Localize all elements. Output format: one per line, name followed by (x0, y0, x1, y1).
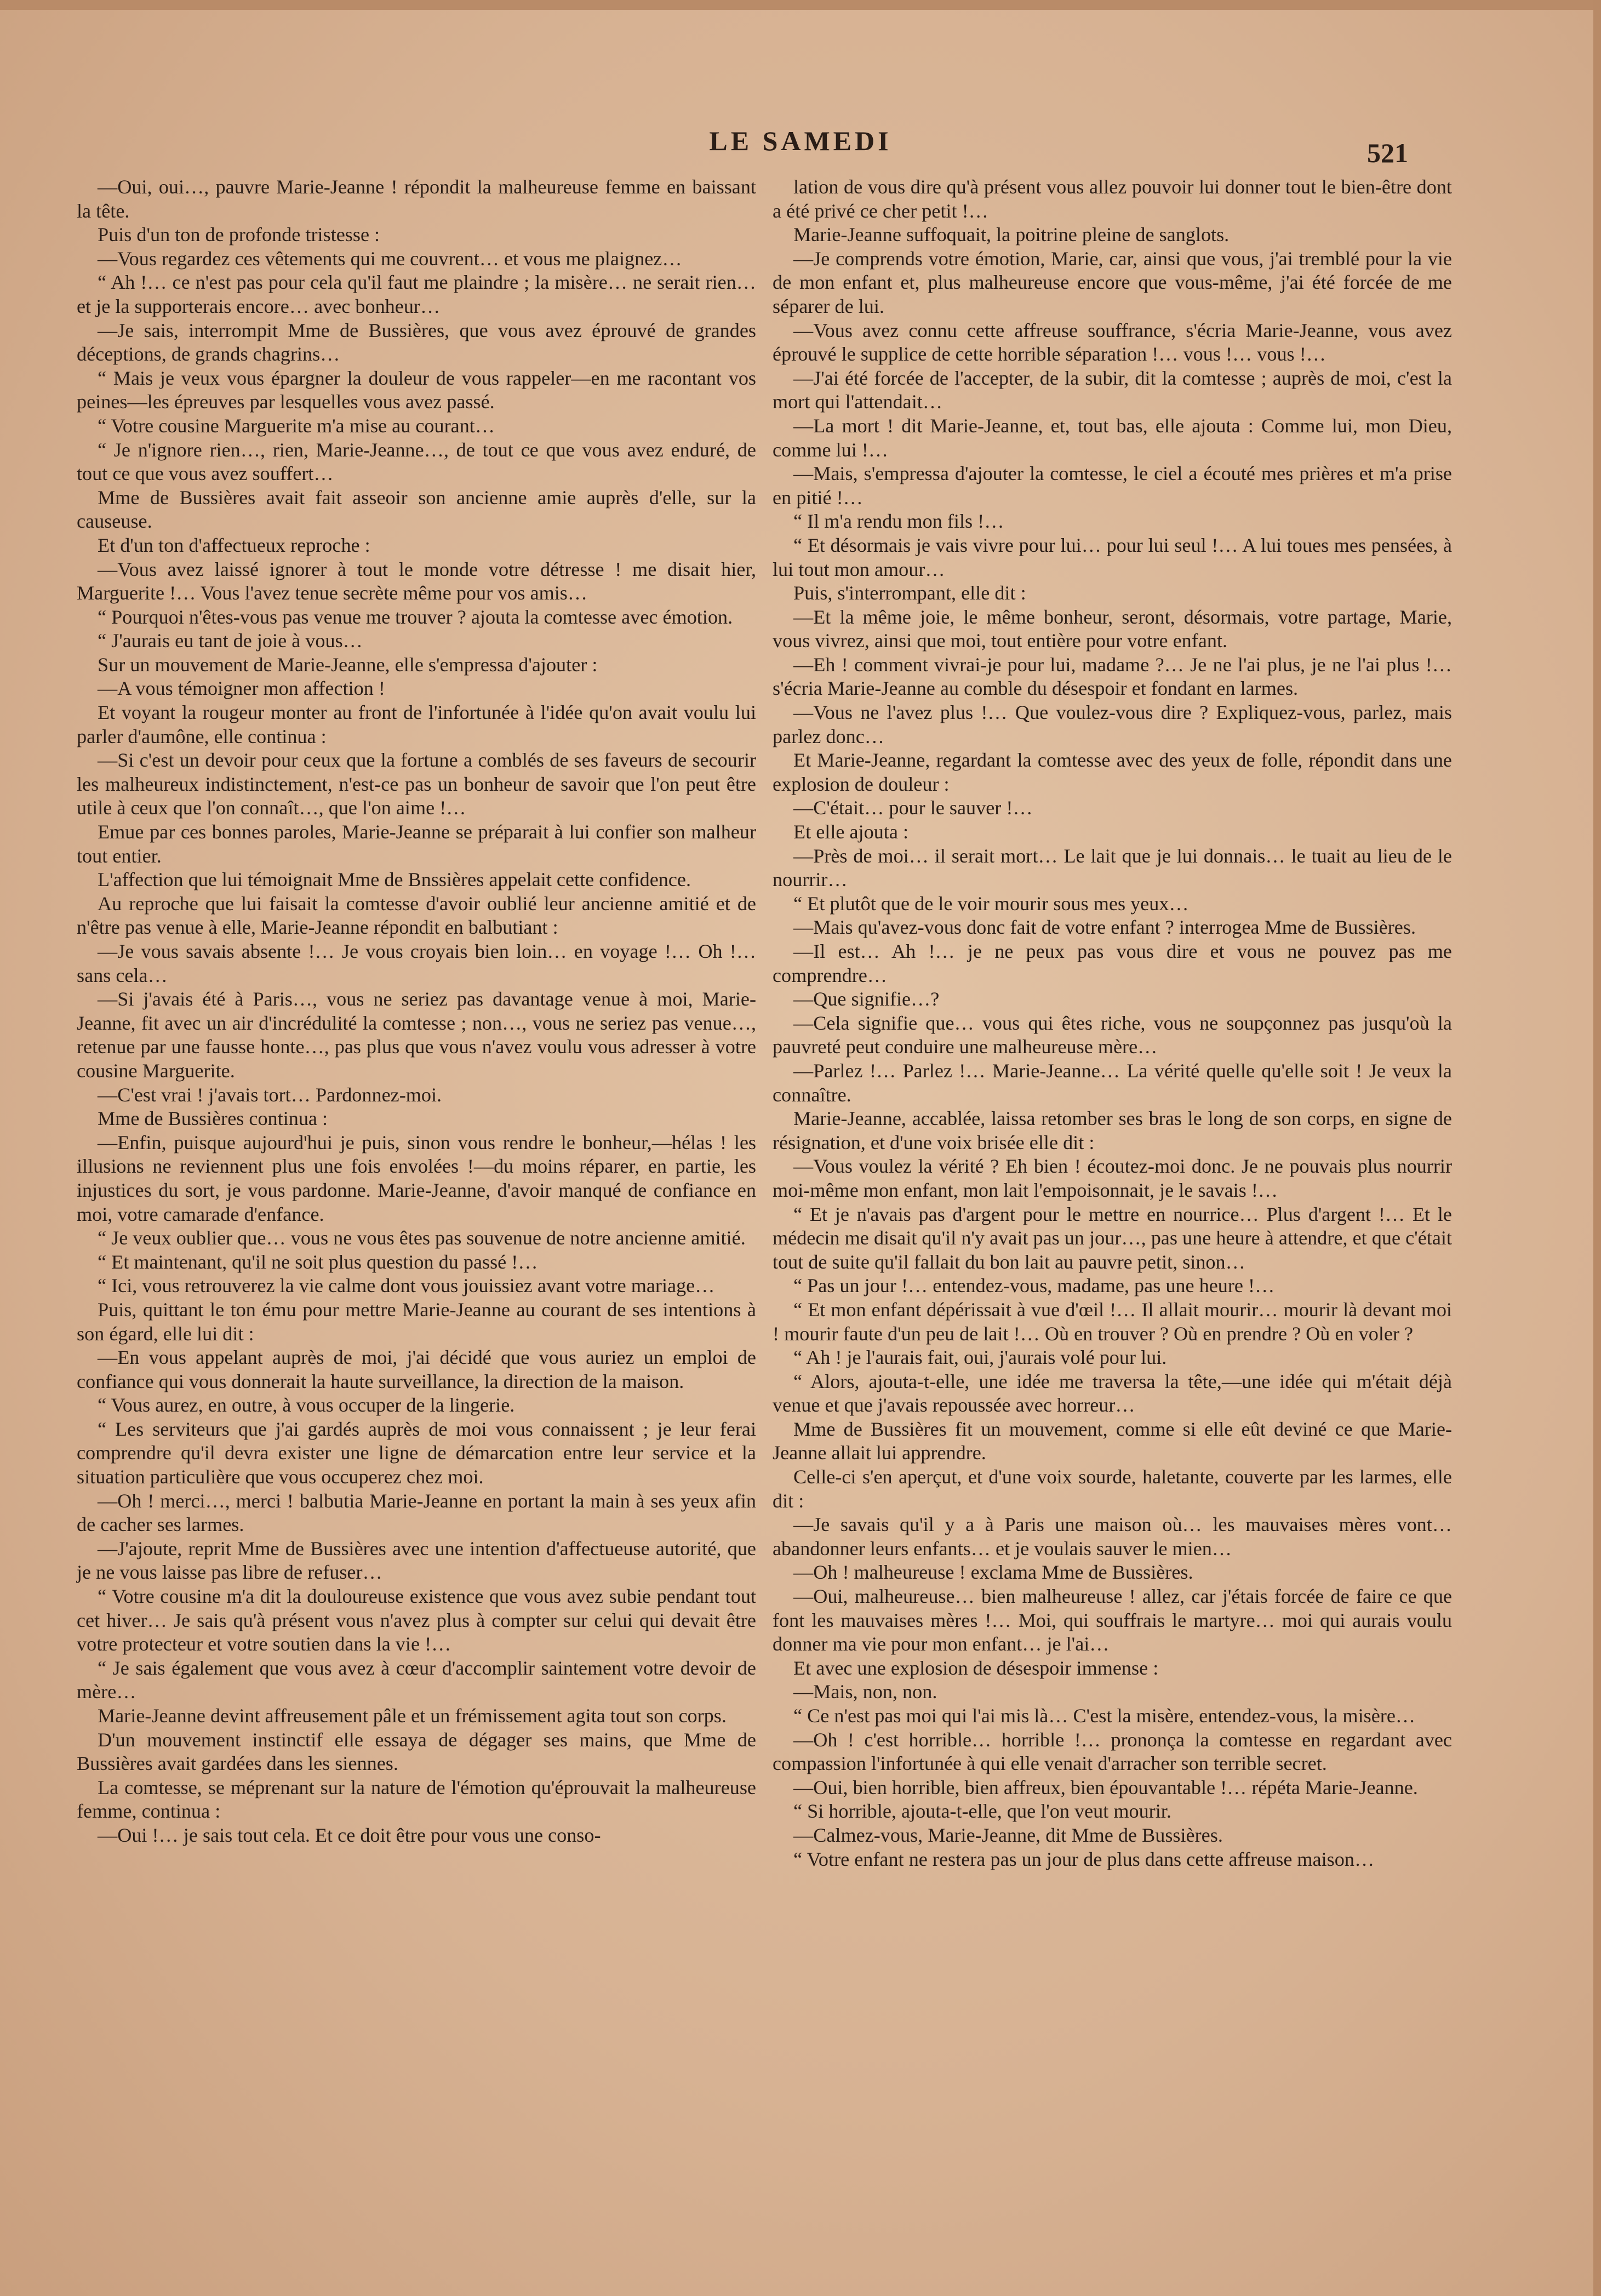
paragraph: —Mais, s'empressa d'ajouter la comtesse, le ciel a écouté mes prières et m'a prise en pitié !… (773, 462, 1452, 509)
paragraph: —J'ai été forcée de l'accepter, de la subir, dit la comtesse ; auprès de moi, c'est la mort qui l'attendait… (773, 367, 1452, 413)
paragraph: —Si c'est un devoir pour ceux que la fortune a comblés de ses faveurs de secourir les malheureux indistinctement, n'est-ce pas un bonheur de savoir que l'on peut être utile à ceux que l'on connaît…, que l'on aime !… (77, 749, 756, 819)
paragraph: Mme de Bussières continua : (98, 1107, 328, 1130)
paragraph: —Vous avez laissé ignorer à tout le monde votre détresse ! me disait hier, Marguerite !… Vous l'avez tenue secrète même pour vos amis… (77, 558, 756, 604)
paragraph: “ Et maintenant, qu'il ne soit plus question du passé !… (98, 1250, 538, 1273)
paragraph: —Cela signifie que… vous qui êtes riche, vous ne soupçonnez pas jusqu'où la pauvreté peut conduire une malheureuse mère… (773, 1012, 1452, 1058)
paragraph: —Oh ! c'est horrible… horrible !… prononça la comtesse en regardant avec compassion l'infortunée à qui elle venait d'arracher son terrible secret. (773, 1728, 1452, 1775)
paragraph: —Enfin, puisque aujourd'hui je puis, sinon vous rendre le bonheur,—hélas ! les illusions ne reviennent plus une fois envolées !—du moins réparer, en partie, les injustices du sort, je vous pardonne. Marie-Jeanne, d'avoir manqué de confiance en moi, votre camarade d'enfance. (77, 1131, 756, 1225)
paragraph: —Vous voulez la vérité ? Eh bien ! écoutez-moi donc. Je ne pouvais plus nourrir moi-même mon enfant, mon lait l'empoisonnait, je le savais !… (773, 1155, 1452, 1201)
paragraph: —Oui !… je sais tout cela. Et ce doit être pour vous une conso- (98, 1824, 601, 1846)
paragraph: “ Et mon enfant dépérissait à vue d'œil !… Il allait mourir… mourir là devant moi ! mourir faute d'un peu de lait !… Où en trouver ? Où en prendre ? Où en voler ? (773, 1298, 1452, 1345)
paragraph: —Je vous savais absente !… Je vous croyais bien loin… en voyage !… Oh !… sans cela… (77, 940, 756, 986)
paragraph: —Vous avez connu cette affreuse souffrance, s'écria Marie-Jeanne, vous avez éprouvé le supplice de cette horrible séparation !… vous !… vous !… (773, 319, 1452, 365)
paragraph: —Je sais, interrompit Mme de Bussières, que vous avez éprouvé de grandes déceptions, de grands chagrins… (77, 319, 756, 365)
paragraph: “ Je n'ignore rien…, rien, Marie-Jeanne…, de tout ce que vous avez enduré, de tout ce que vous avez souffert… (77, 438, 756, 485)
paragraph: “ Pas un jour !… entendez-vous, madame, pas une heure !… (793, 1275, 1275, 1297)
paragraph: Mme de Bussières fit un mouvement, comme si elle eût deviné ce que Marie-Jeanne allait lui apprendre. (773, 1418, 1452, 1464)
paragraph: “ Votre cousine m'a dit la douloureuse existence que vous avez subie pendant tout cet hiver… Je sais qu'à présent vous n'avez plus à compter sur celui qui devait être votre protecteur et votre soutien dans la vie !… (77, 1585, 756, 1655)
paragraph: La comtesse, se méprenant sur la nature de l'émotion qu'éprouvait la malheureuse femme, continua : (77, 1776, 756, 1823)
paragraph: Puis d'un ton de profonde tristesse : (98, 224, 380, 246)
paragraph: —La mort ! dit Marie-Jeanne, et, tout bas, elle ajouta : Comme lui, mon Dieu, comme lui !… (773, 414, 1452, 461)
paragraph: —Je comprends votre émotion, Marie, car, ainsi que vous, j'ai tremblé pour la vie de mon enfant et, plus malheureuse encore que vous-même, j'ai été forcée de me séparer de lui. (773, 247, 1452, 317)
paragraph: —Calmez-vous, Marie-Jeanne, dit Mme de Bussières. (793, 1824, 1223, 1846)
paragraph: “ Votre enfant ne restera pas un jour de plus dans cette affreuse maison… (793, 1848, 1375, 1870)
paragraph: Et d'un ton d'affectueux reproche : (98, 534, 370, 556)
paragraph: “ Il m'a rendu mon fils !… (793, 510, 1004, 533)
paragraph: —Près de moi… il serait mort… Le lait que je lui donnais… le tuait au lieu de le nourrir… (773, 844, 1452, 891)
paragraph: “ Si horrible, ajouta-t-elle, que l'on veut mourir. (793, 1800, 1171, 1823)
paragraph: “ Ah !… ce n'est pas pour cela qu'il faut me plaindre ; la misère… ne serait rien… et je la supporterais encore… avec bonheur… (77, 271, 756, 317)
paragraph: —Oh ! malheureuse ! exclama Mme de Bussières. (793, 1561, 1193, 1584)
paragraph: “ J'aurais eu tant de joie à vous… (98, 630, 363, 652)
paragraph: Sur un mouvement de Marie-Jeanne, elle s'empressa d'ajouter : (98, 653, 598, 676)
paragraph: lation de vous dire qu'à présent vous allez pouvoir lui donner tout le bien-être dont a été privé ce cher petit !… (773, 176, 1452, 222)
paragraph: “ Ce n'est pas moi qui l'ai mis là… C'est la misère, entendez-vous, la misère… (793, 1705, 1416, 1727)
page-header-title: LE SAMEDI (709, 125, 892, 156)
page-edge-top (0, 0, 1601, 10)
page-edge-right (1593, 0, 1601, 2296)
paragraph: Et voyant la rougeur monter au front de l'infortunée à l'idée qu'on avait voulu lui parler d'aumône, elle continua : (77, 701, 756, 747)
paragraph: —Mais qu'avez-vous donc fait de votre enfant ? interrogea Mme de Bussières. (793, 916, 1416, 939)
paragraph: —Je savais qu'il y a à Paris une maison où… les mauvaises mères vont… abandonner leurs enfants… et je voulais sauver le mien… (773, 1513, 1452, 1560)
paragraph: —Oh ! merci…, merci ! balbutia Marie-Jeanne en portant la main à ses yeux afin de cacher ses larmes. (77, 1489, 756, 1536)
paragraph: “ Je veux oublier que… vous ne vous êtes pas souvenue de notre ancienne amitié. (98, 1227, 746, 1249)
paragraph: —Mais, non, non. (793, 1681, 937, 1703)
paragraph: Mme de Bussières avait fait asseoir son ancienne amie auprès d'elle, sur la causeuse. (77, 486, 756, 533)
paragraph: —A vous témoigner mon affection ! (98, 677, 385, 700)
paragraph: “ Et je n'avais pas d'argent pour le mettre en nourrice… Plus d'argent !… Et le médecin me disait qu'il n'y avait pas un jour…, pas une heure à attendre, et que c'était tout de suite qu'il fallait du bon lait au pauvre petit, sinon… (773, 1203, 1452, 1273)
paragraph: “ Et plutôt que de le voir mourir sous mes yeux… (793, 892, 1189, 915)
paragraph: —Vous regardez ces vêtements qui me couvrent… et vous me plaignez… (98, 247, 682, 270)
paragraph: Emue par ces bonnes paroles, Marie-Jeanne se préparait à lui confier son malheur tout entier. (77, 821, 756, 867)
text-column-left (77, 175, 756, 1848)
paragraph: —C'est vrai ! j'avais tort… Pardonnez-moi. (98, 1083, 442, 1106)
paragraph: —Si j'avais été à Paris…, vous ne seriez pas davantage venue à moi, Marie-Jeanne, fit avec un air d'incrédulité la comtesse ; non…, vous ne seriez pas venue…, retenue par une fausse honte…, pas plus que vous n'avez voulu vous adresser à votre cousine Marguerite. (77, 988, 756, 1082)
paragraph: “ Les serviteurs que j'ai gardés auprès de moi vous connaissent ; je leur ferai comprendre qu'il devra exister une ligne de démarcation entre leur service et la situation particulière que vous occuperez chez moi. (77, 1418, 756, 1488)
paragraph: —En vous appelant auprès de moi, j'ai décidé que vous auriez un emploi de confiance qui vous donnerait la haute surveillance, la direction de la maison. (77, 1346, 756, 1392)
page-number: 521 (1367, 138, 1408, 168)
paragraph: Marie-Jeanne devint affreusement pâle et un frémissement agita tout son corps. (98, 1705, 727, 1727)
paragraph: “ Ah ! je l'aurais fait, oui, j'aurais volé pour lui. (793, 1346, 1167, 1369)
paragraph: Au reproche que lui faisait la comtesse d'avoir oublié leur ancienne amitié et de n'être pas venue à elle, Marie-Jeanne répondit en balbutiant : (77, 892, 756, 939)
paragraph: —Il est… Ah !… je ne peux pas vous dire et vous ne pouvez pas me comprendre… (773, 940, 1452, 986)
paragraph: Et elle ajouta : (793, 821, 909, 843)
paragraph: —Oui, malheureuse… bien malheureuse ! allez, car j'étais forcée de faire ce que font les mauvaises mères !… Moi, qui souffrais le martyre… moi qui aurais voulu donner ma vie pour mon enfant… je l'ai… (773, 1585, 1452, 1655)
paragraph: —Oui, bien horrible, bien affreux, bien épouvantable !… répéta Marie-Jeanne. (793, 1776, 1418, 1798)
paragraph: L'affection que lui témoignait Mme de Bnssières appelait cette confidence. (98, 869, 691, 891)
paragraph: Et avec une explosion de désespoir immense : (793, 1657, 1159, 1679)
paragraph: “ Vous aurez, en outre, à vous occuper de la lingerie. (98, 1394, 515, 1417)
paragraph: Marie-Jeanne suffoquait, la poitrine pleine de sanglots. (793, 224, 1230, 246)
paragraph: “ Et désormais je vais vivre pour lui… pour lui seul !… A lui toues mes pensées, à lui tout mon amour… (773, 534, 1452, 580)
paragraph: Et Marie-Jeanne, regardant la comtesse avec des yeux de folle, répondit dans une explosion de douleur : (773, 749, 1452, 795)
paragraph: Marie-Jeanne, accablée, laissa retomber ses bras le long de son corps, en signe de résignation, et d'une voix brisée elle dit : (773, 1107, 1452, 1153)
paragraph: D'un mouvement instinctif elle essaya de dégager ses mains, que Mme de Bussières avait gardées dans les siennes. (77, 1728, 756, 1775)
paragraph: Celle-ci s'en aperçut, et d'une voix sourde, haletante, couverte par les larmes, elle dit : (773, 1466, 1452, 1512)
paragraph: Puis, s'interrompant, elle dit : (793, 582, 1026, 604)
paragraph: “ Votre cousine Marguerite m'a mise au courant… (98, 414, 495, 437)
paragraph: —Eh ! comment vivrai-je pour lui, madame ?… Je ne l'ai plus, je ne l'ai plus !… s'écria Marie-Jeanne au comble du désespoir et fondant en larmes. (773, 653, 1452, 700)
paragraph: —Et la même joie, le même bonheur, seront, désormais, votre partage, Marie, vous vivrez, ainsi que moi, tout entière pour votre enfant. (773, 606, 1452, 652)
paragraph: —Parlez !… Parlez !… Marie-Jeanne… La vérité quelle qu'elle soit ! Je veux la connaître. (773, 1059, 1452, 1106)
paragraph: “ Ici, vous retrouverez la vie calme dont vous jouissiez avant votre mariage… (98, 1275, 715, 1297)
paragraph: “ Pourquoi n'êtes-vous pas venue me trouver ? ajouta la comtesse avec émotion. (98, 606, 733, 628)
paragraph: —J'ajoute, reprit Mme de Bussières avec une intention d'affectueuse autorité, que je ne vous laisse pas libre de refuser… (77, 1537, 756, 1584)
paragraph: —C'était… pour le sauver !… (793, 797, 1033, 819)
paragraph: —Que signifie…? (793, 988, 940, 1010)
paragraph: “ Je sais également que vous avez à cœur d'accomplir saintement votre devoir de mère… (77, 1657, 756, 1703)
paragraph: —Vous ne l'avez plus !… Que voulez-vous dire ? Expliquez-vous, parlez, mais parlez donc… (773, 701, 1452, 747)
paragraph: Puis, quittant le ton ému pour mettre Marie-Jeanne au courant de ses intentions à son égard, elle lui dit : (77, 1298, 756, 1345)
text-column-right (773, 175, 1452, 1871)
paragraph: “ Alors, ajouta-t-elle, une idée me traversa la tête,—une idée qui m'était déjà venue et que j'avais repoussée avec horreur… (773, 1370, 1452, 1417)
paragraph: “ Mais je veux vous épargner la douleur de vous rappeler—en me racontant vos peines—les épreuves par lesquelles vous avez passé. (77, 367, 756, 413)
paragraph: —Oui, oui…, pauvre Marie-Jeanne ! répondit la malheureuse femme en baissant la tête. (77, 176, 756, 222)
